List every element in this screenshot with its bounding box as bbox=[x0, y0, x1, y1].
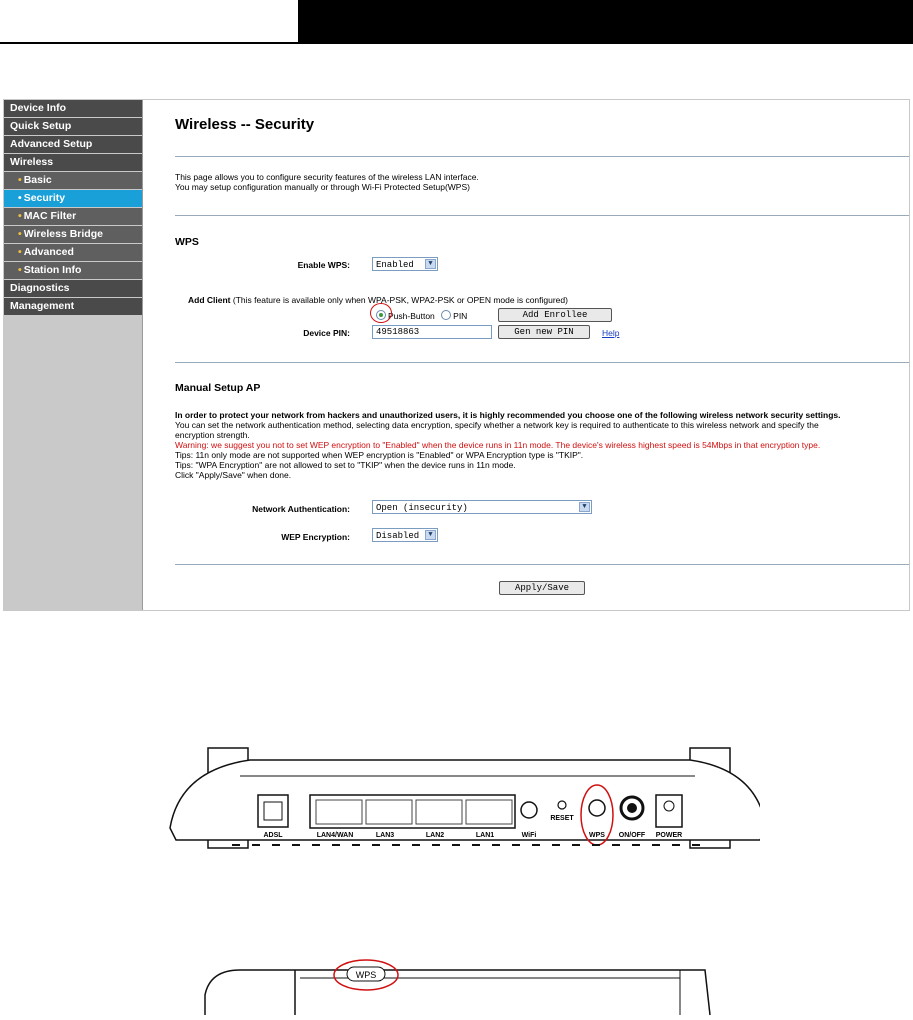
sidebar-item-wireless[interactable] bbox=[4, 154, 142, 171]
sidebar-item-station-info[interactable] bbox=[4, 262, 142, 279]
sidebar-item-label: Wireless bbox=[10, 156, 54, 168]
bullet-icon: • bbox=[18, 246, 22, 258]
warning-text: Warning: we suggest you not to set WEP encryption to "Enabled" when the device runs in 11n mode. The device's wireless highest speed is 54Mbps in that encryption type. bbox=[175, 440, 821, 450]
wps-section-title: WPS bbox=[175, 236, 199, 248]
sidebar-item-label: Quick Setup bbox=[10, 120, 72, 132]
bullet-icon: • bbox=[18, 264, 22, 276]
sidebar-item-management[interactable] bbox=[4, 298, 142, 315]
apply-save-button[interactable]: Apply/Save bbox=[499, 581, 585, 595]
sidebar-item-wireless-bridge[interactable] bbox=[4, 226, 142, 243]
manual-line-1: You can set the network authentication method, selecting data encryption, specify whether a network key is required to authenticate to this wireless network and specify the bbox=[175, 420, 819, 430]
bullet-icon: • bbox=[18, 174, 22, 186]
sidebar-item-label: Diagnostics bbox=[10, 282, 70, 294]
header-bar bbox=[298, 0, 913, 42]
divider bbox=[175, 156, 909, 157]
manual-line-2: encryption strength. bbox=[175, 430, 250, 440]
tip-3: Click "Apply/Save" when done. bbox=[175, 470, 292, 480]
port-label: RESET bbox=[550, 815, 574, 822]
sidebar-item-basic[interactable] bbox=[4, 172, 142, 189]
pin-radio[interactable] bbox=[441, 310, 451, 320]
side-wps-label: WPS bbox=[355, 970, 377, 980]
network-auth-value: Open (insecurity) bbox=[376, 503, 468, 513]
tip-2: Tips: "WPA Encryption" are not allowed to set to "TKIP" when the device runs in 11n mode. bbox=[175, 460, 516, 470]
port-label: WPS bbox=[589, 832, 605, 839]
sidebar-item-label: Management bbox=[10, 300, 75, 312]
router-side-view-illustration bbox=[200, 950, 720, 1020]
gen-new-pin-button[interactable]: Gen new PIN bbox=[498, 325, 590, 339]
wifi-button-icon bbox=[521, 802, 537, 818]
port-label: ON/OFF bbox=[618, 832, 646, 839]
sidebar-item-diagnostics[interactable] bbox=[4, 280, 142, 297]
bullet-icon: • bbox=[18, 228, 22, 240]
add-enrollee-button[interactable]: Add Enrollee bbox=[498, 308, 612, 322]
port-label: LAN4/WAN bbox=[316, 832, 354, 839]
sidebar-item-label: Security bbox=[23, 192, 66, 204]
wps-button-icon bbox=[589, 800, 605, 816]
port-label: LAN3 bbox=[375, 832, 395, 839]
enable-wps-select[interactable] bbox=[372, 257, 438, 271]
highlight-circle bbox=[370, 303, 392, 323]
sidebar bbox=[4, 100, 143, 610]
sidebar-item-label: Device Info bbox=[10, 102, 67, 114]
sidebar-item-advanced-setup[interactable] bbox=[4, 136, 142, 153]
add-client-label: Add Client bbox=[188, 295, 231, 305]
router-side-body bbox=[205, 970, 710, 1015]
adsl-port-icon bbox=[258, 795, 288, 827]
wep-encryption-value: Disabled bbox=[376, 531, 420, 541]
divider bbox=[175, 564, 909, 565]
network-auth-label: Network Authentication: bbox=[252, 504, 350, 514]
intro-line-2: You may setup configuration manually or through Wi-Fi Protected Setup(WPS) bbox=[175, 182, 470, 192]
header-rule bbox=[0, 42, 913, 44]
enable-wps-value: Enabled bbox=[376, 260, 414, 270]
sidebar-item-advanced[interactable] bbox=[4, 244, 142, 261]
port-label: ADSL bbox=[263, 832, 283, 839]
chevron-down-icon: ▼ bbox=[425, 530, 436, 540]
sidebar-item-mac-filter[interactable] bbox=[4, 208, 142, 225]
sidebar-item-label: Advanced bbox=[23, 246, 74, 258]
sidebar-item-label: Wireless Bridge bbox=[23, 228, 103, 240]
manual-setup-title: Manual Setup AP bbox=[175, 382, 261, 394]
wep-encryption-select[interactable] bbox=[372, 528, 438, 542]
page-title: Wireless -- Security bbox=[175, 116, 315, 133]
sidebar-item-label: Station Info bbox=[23, 264, 82, 276]
divider bbox=[175, 215, 909, 216]
chevron-down-icon: ▼ bbox=[579, 502, 590, 512]
sidebar-item-label: MAC Filter bbox=[23, 210, 77, 222]
pin-label: PIN bbox=[453, 311, 468, 321]
chevron-down-icon: ▼ bbox=[425, 259, 436, 269]
main-panel bbox=[144, 100, 909, 610]
port-label: LAN2 bbox=[425, 832, 445, 839]
intro-line-1: This page allows you to configure security features of the wireless LAN interface. bbox=[175, 172, 479, 182]
bullet-icon: • bbox=[18, 210, 22, 222]
tip-1: Tips: 11n only mode are not supported when WEP encryption is "Enabled" or WPA Encryption type is "TKIP". bbox=[175, 450, 584, 460]
bullet-icon: • bbox=[18, 192, 22, 204]
router-ui-screenshot bbox=[3, 99, 910, 611]
add-client-note: (This feature is available only when WPA-PSK, WPA2-PSK or OPEN mode is configured) bbox=[232, 295, 568, 305]
device-pin-label: Device PIN: bbox=[303, 328, 350, 338]
network-auth-select[interactable] bbox=[372, 500, 592, 514]
enable-wps-label: Enable WPS: bbox=[297, 260, 350, 270]
push-button-label: Push-Button bbox=[388, 311, 435, 321]
router-back-panel-illustration bbox=[160, 740, 760, 860]
sidebar-item-security[interactable] bbox=[4, 190, 142, 207]
port-label: WiFi bbox=[521, 832, 537, 839]
sidebar-item-quick-setup[interactable] bbox=[4, 118, 142, 135]
port-label: POWER bbox=[655, 832, 683, 839]
sidebar-item-label: Advanced Setup bbox=[10, 138, 93, 150]
reset-button-icon bbox=[558, 801, 566, 809]
security-notice: In order to protect your network from hackers and unauthorized users, it is highly recommended you choose one of the following wireless network security settings. bbox=[175, 410, 841, 420]
divider bbox=[175, 362, 909, 363]
device-pin-field[interactable]: 49518863 bbox=[372, 325, 492, 339]
wep-encryption-label: WEP Encryption: bbox=[281, 532, 350, 542]
sidebar-item-label: Basic bbox=[23, 174, 52, 186]
port-label: LAN1 bbox=[475, 832, 495, 839]
help-link[interactable]: Help bbox=[602, 328, 620, 338]
sidebar-item-device-info[interactable] bbox=[4, 100, 142, 117]
